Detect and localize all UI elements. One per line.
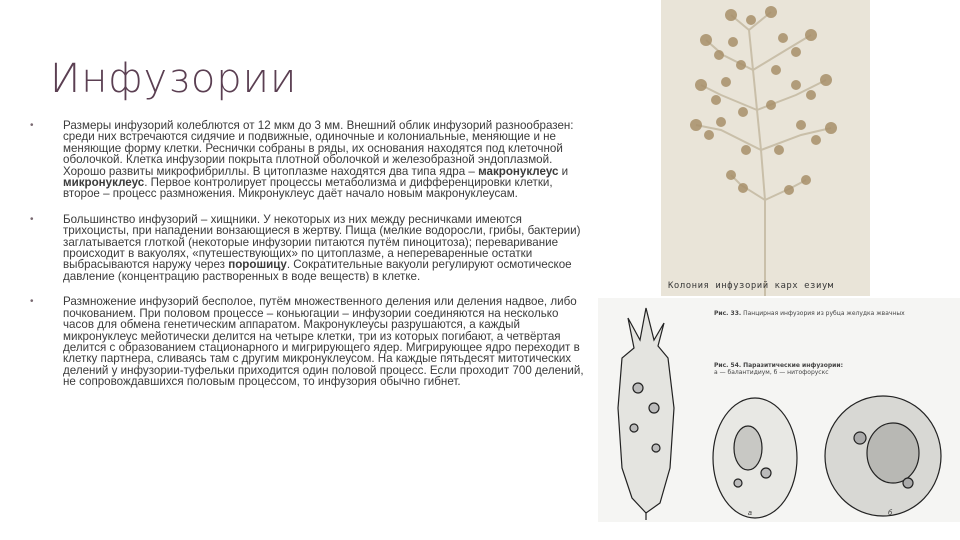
bullet-icon: •: [30, 213, 34, 225]
paragraph-feeding: • Большинство инфузорий – хищники. У некоторых из них между ресничками имеются трихоцисты, при нападении вонзающиеся в жертву. Пища (мелкие водоросли, грибы, бактерии) заглатывается глоткой (некоторые инфузории питаются путём пиноцитоза); переваривание происходит в вакуолях, «путешествующих» по цитоплазме, а непереваренные остатки выбрасываются наружу через порошицу. Сократительные вакуоли регулируют осмотическое давление (концентрацию растворенных в воде веществ) в клетке.: [30, 212, 581, 283]
carchesium-colony-image: [661, 0, 870, 296]
paragraph-size: • Размеры инфузорий колеблются от 12 мкм до 3 мм. Внешний облик инфузорий разнообразен: среди них встречаются сидячие и подвижные, одиночные и колониальные, меняющие и не меняющие форму клетки. Реснички собраны в ряды, их основания находятся под клеточной оболочкой. Клетка инфузории покрыта плотной оболочкой и железобразной эндоплазмой. Хорошо развиты микрофибриллы. В цитоплазме находятся два типа ядра – макронуклеус и микронуклеус. Первое контролирует процессы метаболизма и дифференцировки клетки, второе – процесс размножения. Микронуклеус даёт начало новым макронуклеусам.: [30, 119, 574, 201]
photo-caption: Колония инфузорий карх езиум: [668, 281, 834, 291]
ciliate-drawings: [598, 298, 960, 522]
term-cytoproct: порошицу: [228, 258, 287, 272]
paragraph-reproduction: • Размножение инфузорий бесполое, путём множественного деления или деления надвое, либо почкованием. При половом процессе – коньюгации – инфузории соединяются на несколько часов для обмена генетическим аппаратом. Макронуклеусы разрушаются, а каждый микронуклеус мейотически делится на четыре клетки, три из которых погибают, а четвёртая делится с образованием стационарного и мигрирующего ядер. Мигрирующее ядро переходит в клетку партнера, сливаясь там с другим микронуклеусом. На каждые пятьдесят митотических делений у инфузории-туфельки приходится один половой процесс. Если проходит 700 делений, не сопровождавшихся половым процессом, то инфузория обычно гибнет.: [30, 295, 584, 389]
bullet-icon: •: [30, 296, 34, 308]
term-macronucleus: макронуклеус: [478, 164, 559, 178]
fig-letter-b: б: [888, 510, 892, 517]
colony-photo: [661, 0, 870, 296]
fig-letter-a: а: [748, 510, 752, 517]
fig33-caption: Рис. 33. Панцирная инфузория из рубца желудка жвачных: [714, 310, 905, 317]
fig54-caption: Рис. 54. Паразитические инфузории: а — балантидиум, б — нитофорускс: [714, 362, 843, 376]
slide-body: [28, 120, 588, 402]
illustration-plate: [598, 298, 960, 522]
bullet-icon: •: [30, 120, 34, 131]
slide-title: Инфузории: [50, 56, 298, 102]
term-micronucleus: микронуклеус: [63, 176, 145, 190]
